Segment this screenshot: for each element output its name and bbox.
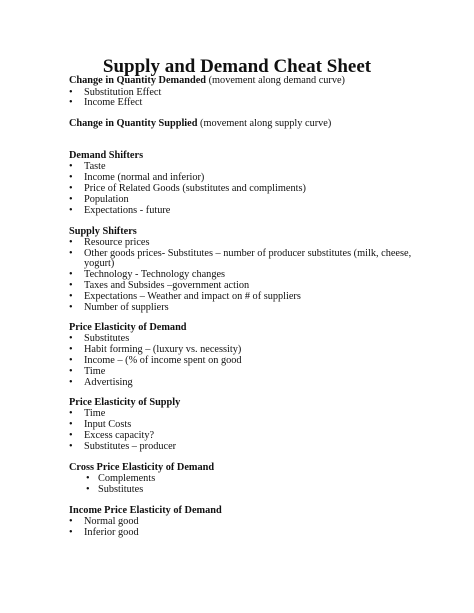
bullet-icon: • bbox=[69, 441, 73, 452]
heading-bold: Demand Shifters bbox=[69, 150, 144, 161]
list-item-text: Number of suppliers bbox=[84, 302, 169, 313]
bullet-icon: • bbox=[69, 248, 73, 259]
list-item-text: Habit forming – (luxury vs. necessity) bbox=[84, 344, 242, 355]
bullet-icon: • bbox=[69, 430, 73, 441]
list-item-continuation: yogurt) bbox=[84, 258, 115, 269]
list-item-text: Taxes and Subsides –government action bbox=[84, 280, 250, 291]
list-item-text: Inferior good bbox=[84, 527, 139, 538]
list-item-text: Substitutes – producer bbox=[84, 441, 177, 452]
bullet-icon: • bbox=[69, 408, 73, 419]
bullet-icon: • bbox=[69, 183, 73, 194]
heading-note: (movement along supply curve) bbox=[197, 118, 332, 129]
list-item-text: Expectations – Weather and impact on # of suppliers bbox=[84, 291, 301, 302]
heading-bold: Income Price Elasticity of Demand bbox=[69, 505, 222, 516]
bullet-icon: • bbox=[69, 291, 73, 302]
heading-bold: Change in Quantity Supplied bbox=[69, 118, 198, 129]
list-item-text: Population bbox=[84, 194, 129, 205]
bullet-icon: • bbox=[86, 473, 90, 484]
heading-bold: Change in Quantity Demanded bbox=[69, 75, 207, 86]
list-item-text: Price of Related Goods (substitutes and compliments) bbox=[84, 183, 306, 194]
list-item-text: Other goods prices- Substitutes – number of producer substitutes (milk, cheese, bbox=[84, 248, 412, 259]
bullet-icon: • bbox=[69, 237, 73, 248]
heading-note: (movement along demand curve) bbox=[206, 75, 345, 86]
bullet-icon: • bbox=[69, 172, 73, 183]
list-item-text: Time bbox=[84, 408, 106, 419]
bullet-icon: • bbox=[86, 484, 90, 495]
list-item-text: Excess capacity? bbox=[84, 430, 155, 441]
list-item-text: Substitution Effect bbox=[84, 87, 162, 98]
bullet-icon: • bbox=[69, 97, 73, 108]
list-item-text: Substitutes bbox=[98, 484, 144, 495]
bullet-icon: • bbox=[69, 205, 73, 216]
bullet-icon: • bbox=[69, 377, 73, 388]
bullet-icon: • bbox=[69, 527, 73, 538]
list-item-text: Expectations - future bbox=[84, 205, 171, 216]
list-item-text: Normal good bbox=[84, 516, 139, 527]
bullet-icon: • bbox=[69, 516, 73, 527]
heading-bold: Price Elasticity of Supply bbox=[69, 397, 181, 408]
list-item-text: Income (normal and inferior) bbox=[84, 172, 205, 183]
section-heading bbox=[69, 118, 331, 130]
heading-bold: Price Elasticity of Demand bbox=[69, 322, 187, 333]
bullet-icon: • bbox=[69, 87, 73, 98]
heading-bold: Cross Price Elasticity of Demand bbox=[69, 462, 215, 473]
page-title: Supply and Demand Cheat Sheet bbox=[102, 56, 372, 77]
bullet-icon: • bbox=[69, 355, 73, 366]
list-item-text: Input Costs bbox=[84, 419, 132, 430]
list-item-text: Time bbox=[84, 366, 106, 377]
list-item-text: Resource prices bbox=[84, 237, 150, 248]
bullet-icon: • bbox=[69, 333, 73, 344]
bullet-icon: • bbox=[69, 280, 73, 291]
section-heading bbox=[69, 75, 345, 87]
bullet-icon: • bbox=[69, 194, 73, 205]
bullet-icon: • bbox=[69, 419, 73, 430]
list-item-text: Complements bbox=[98, 473, 156, 484]
list-item-text: Advertising bbox=[84, 377, 133, 388]
bullet-icon: • bbox=[69, 269, 73, 280]
bullet-icon: • bbox=[69, 344, 73, 355]
list-item-text: Income Effect bbox=[84, 97, 143, 108]
bullet-icon: • bbox=[69, 161, 73, 172]
list-item-text: Income – (% of income spent on good bbox=[84, 355, 242, 366]
bullet-icon: • bbox=[69, 302, 73, 313]
list-item-text: Taste bbox=[84, 161, 106, 172]
heading-bold: Supply Shifters bbox=[69, 226, 137, 237]
list-item-text: Technology - Technology changes bbox=[84, 269, 226, 280]
list-item-text: Substitutes bbox=[84, 333, 130, 344]
bullet-icon: • bbox=[69, 366, 73, 377]
